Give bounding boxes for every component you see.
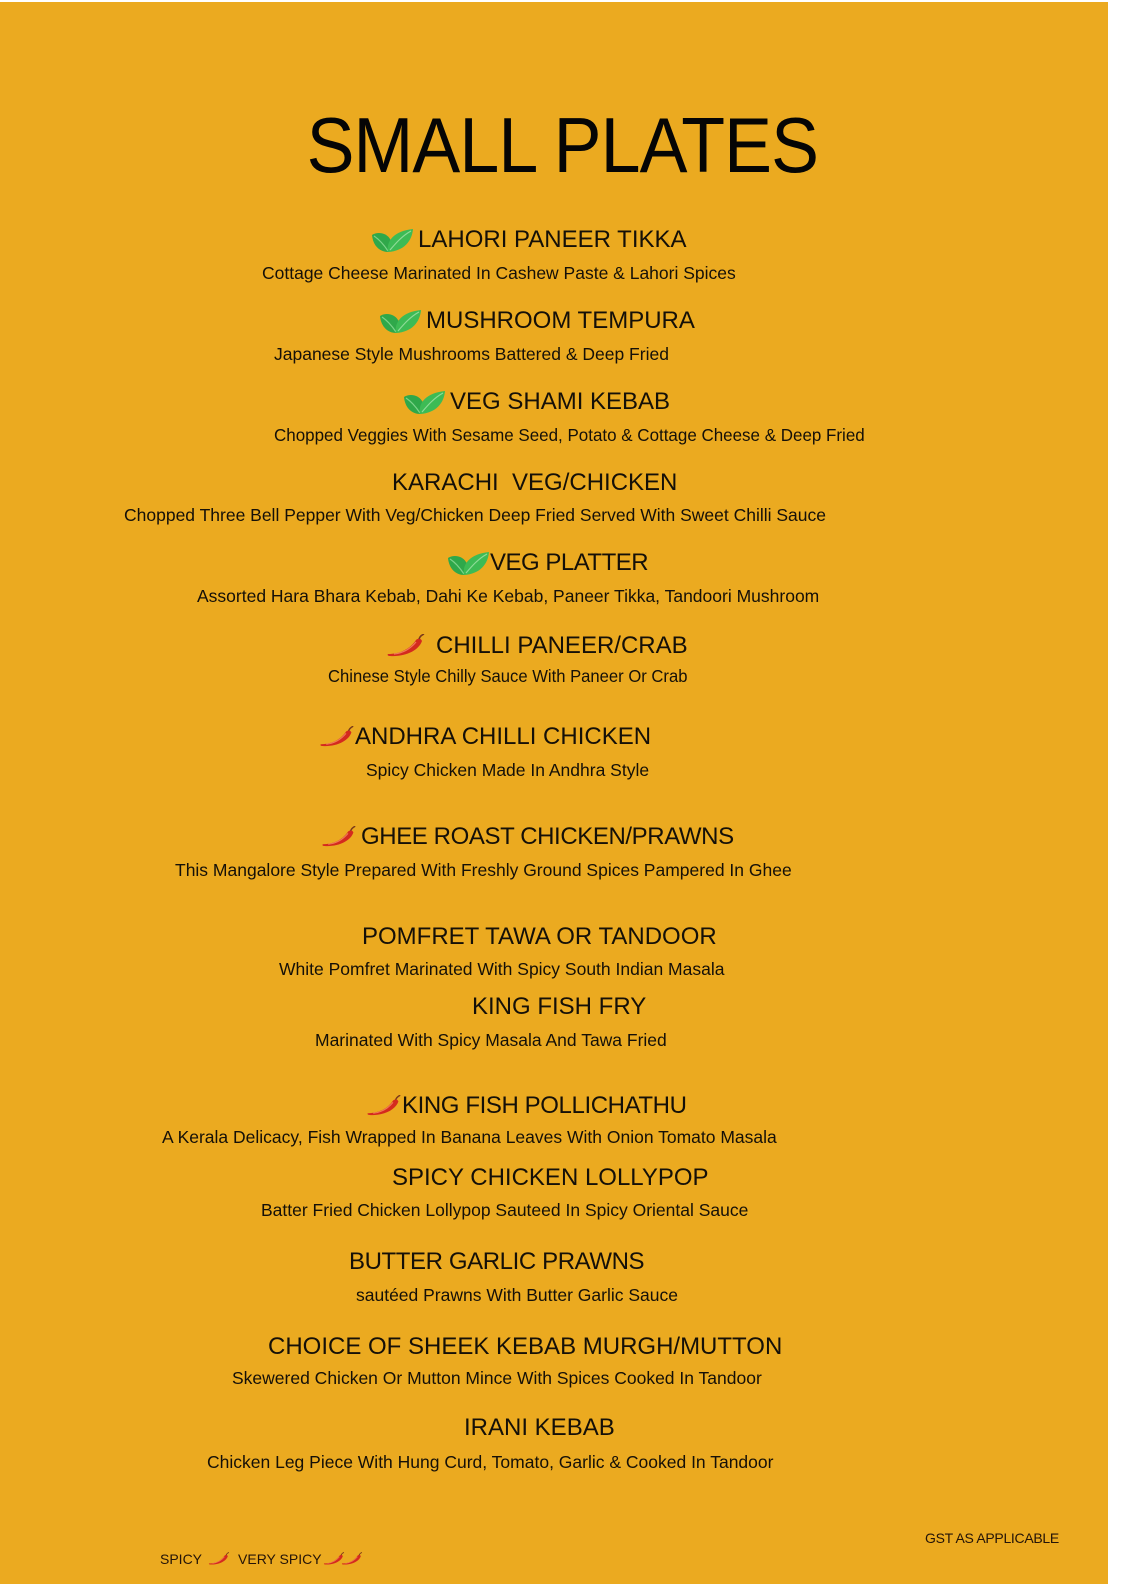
menu-item-name — [446, 549, 648, 577]
item-name-text: CHOICE OF SHEEK KEBAB MURGH/MUTTON — [268, 1333, 783, 1360]
chilli-icon — [321, 826, 357, 848]
menu-item-description: A Kerala Delicacy, Fish Wrapped In Banana Leaves With Onion Tomato Masala — [162, 1127, 777, 1147]
item-name-text: BUTTER GARLIC PRAWNS — [349, 1248, 645, 1275]
menu-item-description: Marinated With Spicy Masala And Tawa Fried — [315, 1030, 667, 1050]
menu-item-name — [386, 632, 688, 660]
item-name-text: KARACHI VEG/CHICKEN — [392, 469, 678, 496]
veg-leaf-icon — [370, 227, 414, 253]
menu-item-description: Japanese Style Mushrooms Battered & Deep Fried — [274, 344, 669, 364]
chilli-icon — [208, 1552, 230, 1566]
menu-item-description: Assorted Hara Bhara Kebab, Dahi Ke Kebab, Paneer Tikka, Tandoori Mushroom — [197, 586, 820, 606]
menu-item-name — [319, 723, 651, 751]
chilli-icon — [386, 634, 426, 658]
item-name-text: VEG PLATTER — [490, 549, 649, 576]
item-name-text: LAHORI PANEER TIKKA — [418, 226, 687, 253]
menu-item-description: Chopped Veggies With Sesame Seed, Potato & Cottage Cheese & Deep Fried — [274, 425, 865, 445]
veg-leaf-icon — [446, 550, 490, 576]
menu-item-name — [392, 469, 677, 497]
menu-item-description: Spicy Chicken Made In Andhra Style — [366, 760, 650, 780]
menu-item-name — [472, 993, 646, 1021]
menu-item-name — [366, 1092, 687, 1120]
menu-item-name — [362, 923, 717, 951]
menu-item-name — [268, 1333, 782, 1361]
legend-spicy-label: SPICY — [160, 1551, 203, 1567]
menu-item-description: Cottage Cheese Marinated In Cashew Paste & Lahori Spices — [262, 263, 736, 283]
veg-leaf-icon — [378, 308, 422, 334]
menu-item-name — [392, 1164, 709, 1192]
item-name-text: MUSHROOM TEMPURA — [426, 307, 695, 334]
menu-item-description: This Mangalore Style Prepared With Freshly Ground Spices Pampered In Ghee — [175, 860, 792, 880]
menu-item-name — [464, 1414, 615, 1442]
menu-item-description: White Pomfret Marinated With Spicy South Indian Masala — [279, 959, 725, 979]
menu-item-name — [321, 823, 734, 851]
item-name-text: VEG SHAMI KEBAB — [450, 388, 671, 415]
item-name-text: KING FISH POLLICHATHU — [402, 1092, 687, 1119]
menu-item-description: Chopped Three Bell Pepper With Veg/Chicken Deep Fried Served With Sweet Chilli Sauce — [124, 505, 826, 525]
chilli-icon — [341, 1552, 363, 1566]
item-name-text: SPICY CHICKEN LOLLYPOP — [392, 1164, 709, 1191]
item-name-text: POMFRET TAWA OR TANDOOR — [362, 923, 717, 950]
menu-item-name — [402, 388, 670, 416]
item-name-text: IRANI KEBAB — [464, 1414, 615, 1441]
menu-item-name — [378, 307, 695, 335]
menu-item-description: sautéed Prawns With Butter Garlic Sauce — [356, 1285, 678, 1305]
menu-item-name — [370, 226, 687, 254]
gst-note: GST AS APPLICABLE — [925, 1530, 1059, 1546]
item-name-text: KING FISH FRY — [472, 993, 647, 1020]
item-name-text: ANDHRA CHILLI CHICKEN — [355, 723, 652, 750]
legend-very-spicy-label: VERY SPICY — [238, 1551, 322, 1567]
menu-item-description: Chinese Style Chilly Sauce With Paneer Or Crab — [328, 666, 688, 686]
menu-item-description: Skewered Chicken Or Mutton Mince With Spices Cooked In Tandoor — [232, 1368, 762, 1388]
spice-legend — [160, 1551, 363, 1567]
menu-item-description: Batter Fried Chicken Lollypop Sauteed In Spicy Oriental Sauce — [261, 1200, 749, 1220]
item-name-text: GHEE ROAST CHICKEN/PRAWNS — [361, 823, 734, 850]
veg-leaf-icon — [402, 389, 446, 415]
item-name-text: CHILLI PANEER/CRAB — [436, 632, 688, 659]
page-title: SMALL PLATES — [306, 101, 819, 189]
chilli-icon — [366, 1095, 402, 1117]
menu-item-description: Chicken Leg Piece With Hung Curd, Tomato, Garlic & Cooked In Tandoor — [207, 1452, 774, 1472]
menu-item-name — [349, 1248, 644, 1276]
chilli-icon — [319, 726, 355, 748]
